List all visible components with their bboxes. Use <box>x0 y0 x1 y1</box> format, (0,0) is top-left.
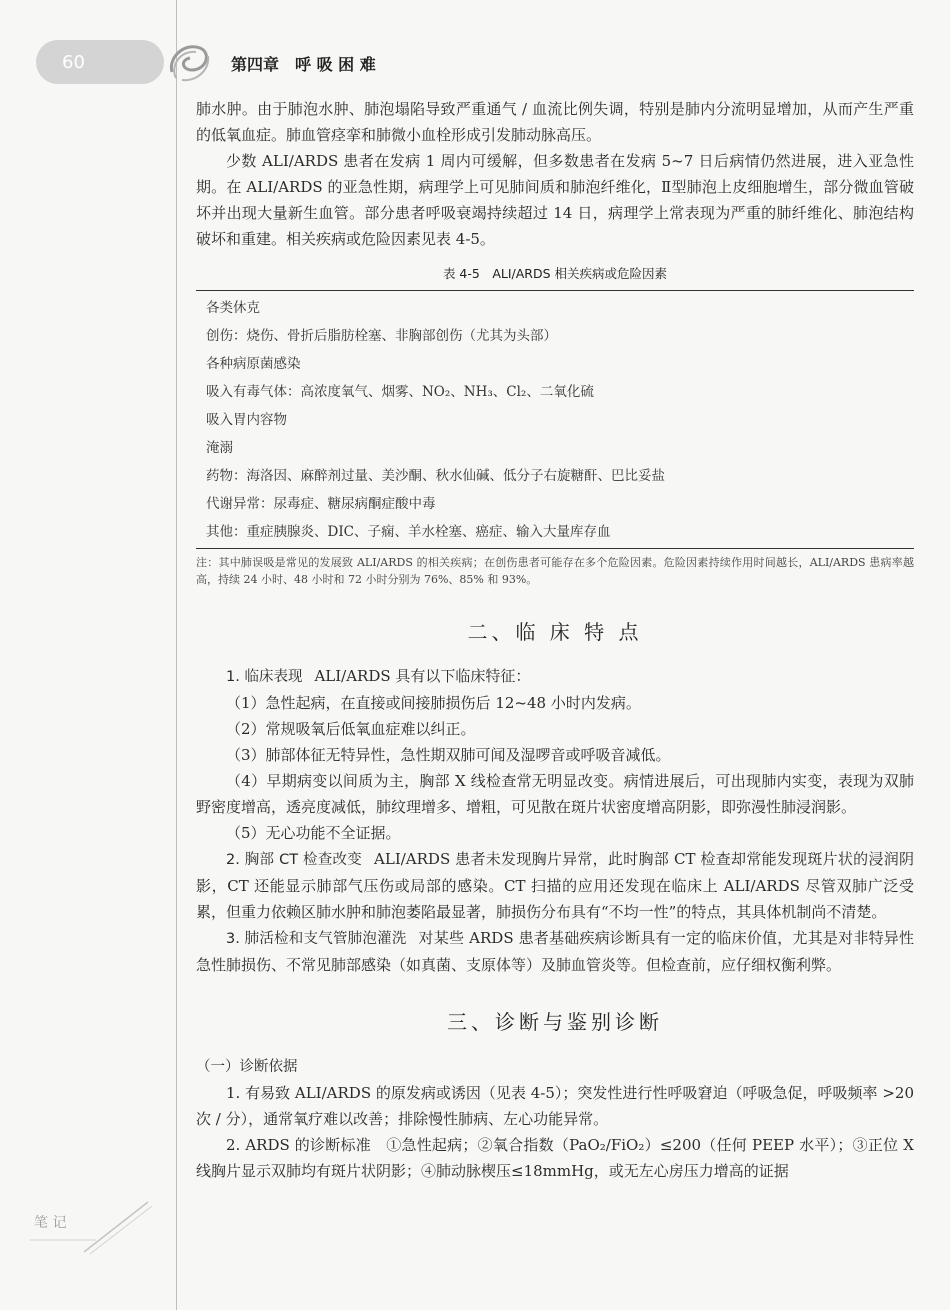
intro-paragraph-2: 少数 ALI/ARDS 患者在发病 1 周内可缓解，但多数患者在发病 5~7 日后病情仍然进展，进入亚急性期。在 ALI/ARDS 的亚急性期，病理学上可见肺间质和肺泡纤维化，Ⅱ型肺泡上皮细胞增生，部分微血管破坏并出现大量新生血管。部分患者呼吸衰竭持续超过 14 日，病理学上常表现为严重的肺纤维化、肺泡结构破坏和重建。相关疾病或危险因素见表 4-5。 <box>196 152 914 248</box>
clinical-manifestation-paragraph <box>196 663 914 690</box>
ct-text: ALI/ARDS 患者未发现胸片异常，此时胸部 CT 检查却常能发现斑片状的浸润阴影，CT 还能显示肺部气压伤或局部的感染。CT 扫描的应用还发现在临床上 ALI/ARDS 尽管双肺广泛受累，但重力依赖区肺水肿和肺泡萎陷最显著，肺损伤分布具有“不均一性”的特点，其具体机制尚不清楚。 <box>196 850 914 921</box>
subhead-biopsy: 3. 肺活检和支气管肺泡灌洗 <box>226 931 407 947</box>
list-item: （1）急性起病，在直接或间接肺损伤后 12~48 小时内发病。 <box>226 694 641 712</box>
table-row: 药物：海洛因、麻醉剂过量、美沙酮、秋水仙碱、低分子右旋糖酐、巴比妥盐 <box>206 468 665 484</box>
margin-rule <box>176 0 177 1310</box>
biopsy-text: 对某些 ARDS 患者基础疾病诊断具有一定的临床价值，尤其是对非特异性急性肺损伤、不常见肺部感染（如真菌、支原体等）及肺血管炎等。但检查前，应仔细权衡利弊。 <box>196 929 914 974</box>
list-item: （4）早期病变以间质为主，胸部 X 线检查常无明显改变。病情进展后，可出现肺内实变，表现为双肺野密度增高，透亮度减低，肺纹理增多、增粗，可见散在斑片状密度增高阴影，即弥漫性肺浸润影。 <box>196 772 914 816</box>
page-content <box>196 96 914 1184</box>
subhead-clinical-manifestation: 1. 临床表现 <box>226 669 303 685</box>
chapter-title: 第四章 呼 吸 困 难 <box>231 55 376 74</box>
page-number: 60 <box>62 51 85 73</box>
diagnosis-subhead-paragraph <box>196 1053 914 1080</box>
list-item: （5）无心功能不全证据。 <box>226 824 401 842</box>
table-row: 各类休克 <box>206 300 260 316</box>
table-row: 创伤：烧伤、骨折后脂肪栓塞、非胸部创伤（尤其为头部） <box>206 328 557 344</box>
diagnosis-paragraph-1: 1. 有易致 ALI/ARDS 的原发病或诱因（见表 4-5）；突发性进行性呼吸窘迫（呼吸急促，呼吸频率 >20 次 / 分），通常氧疗难以改善；排除慢性肺病、左心功能异常。 <box>196 1084 914 1128</box>
ct-paragraph <box>196 846 914 925</box>
table-row: 吸入胃内容物 <box>206 412 287 428</box>
table-row: 代谢异常：尿毒症、糖尿病酮症酸中毒 <box>206 496 436 512</box>
diagnosis-paragraph-2: 2. ARDS 的诊断标准 ①急性起病；②氧合指数（PaO₂/FiO₂）≤200（任何 PEEP 水平）；③正位 X 线胸片显示双肺均有斑片状阴影；④肺动脉楔压≤18mmHg，或无左心房压力增高的证据 <box>196 1136 914 1180</box>
chapter-swirl-icon <box>166 36 214 86</box>
risk-factor-table <box>196 290 914 549</box>
list-item: （2）常规吸氧后低氧血症难以纠正。 <box>226 720 476 738</box>
list-item: （3）肺部体征无特异性，急性期双肺可闻及湿啰音或呼吸音减低。 <box>226 746 671 764</box>
table-row: 其他：重症胰腺炎、DIC、子痫、羊水栓塞、癌症、输入大量库存血 <box>206 524 611 540</box>
biopsy-paragraph <box>196 925 914 978</box>
intro-paragraph-1: 肺水肿。由于肺泡水肿、肺泡塌陷导致严重通气 / 血流比例失调，特别是肺内分流明显增加，从而产生严重的低氧血症。肺血管痉挛和肺微小血栓形成引发肺动脉高压。 <box>196 100 914 144</box>
subhead-ct: 2. 胸部 CT 检查改变 <box>226 852 363 868</box>
table-row: 各种病原菌感染 <box>206 356 301 372</box>
section-title-diagnosis: 三、诊断与鉴别诊断 <box>447 1010 663 1034</box>
notes-label: 笔 记 <box>34 1215 67 1231</box>
clinical-manifestation-text: ALI/ARDS 具有以下临床特征： <box>314 667 531 685</box>
table-caption: 表 4-5 ALI/ARDS 相关疾病或危险因素 <box>442 266 668 281</box>
table-row: 吸入有毒气体：高浓度氧气、烟雾、NO₂、NH₃、Cl₂、二氧化硫 <box>206 384 594 400</box>
section-title-clinical: 二、临 床 特 点 <box>467 620 643 644</box>
table-row: 淹溺 <box>206 440 233 456</box>
table-note: 注：其中肺误吸是常见的发展致 ALI/ARDS 的相关疾病；在创伤患者可能存在多个危险因素。危险因素持续作用时间越长，ALI/ARDS 患病率越高，持续 24 小时、48 小时和 72 小时分别为 76%、85% 和 93%。 <box>196 556 914 586</box>
subhead-diagnosis-basis: （一）诊断依据 <box>196 1059 298 1075</box>
page-number-badge <box>36 40 164 84</box>
